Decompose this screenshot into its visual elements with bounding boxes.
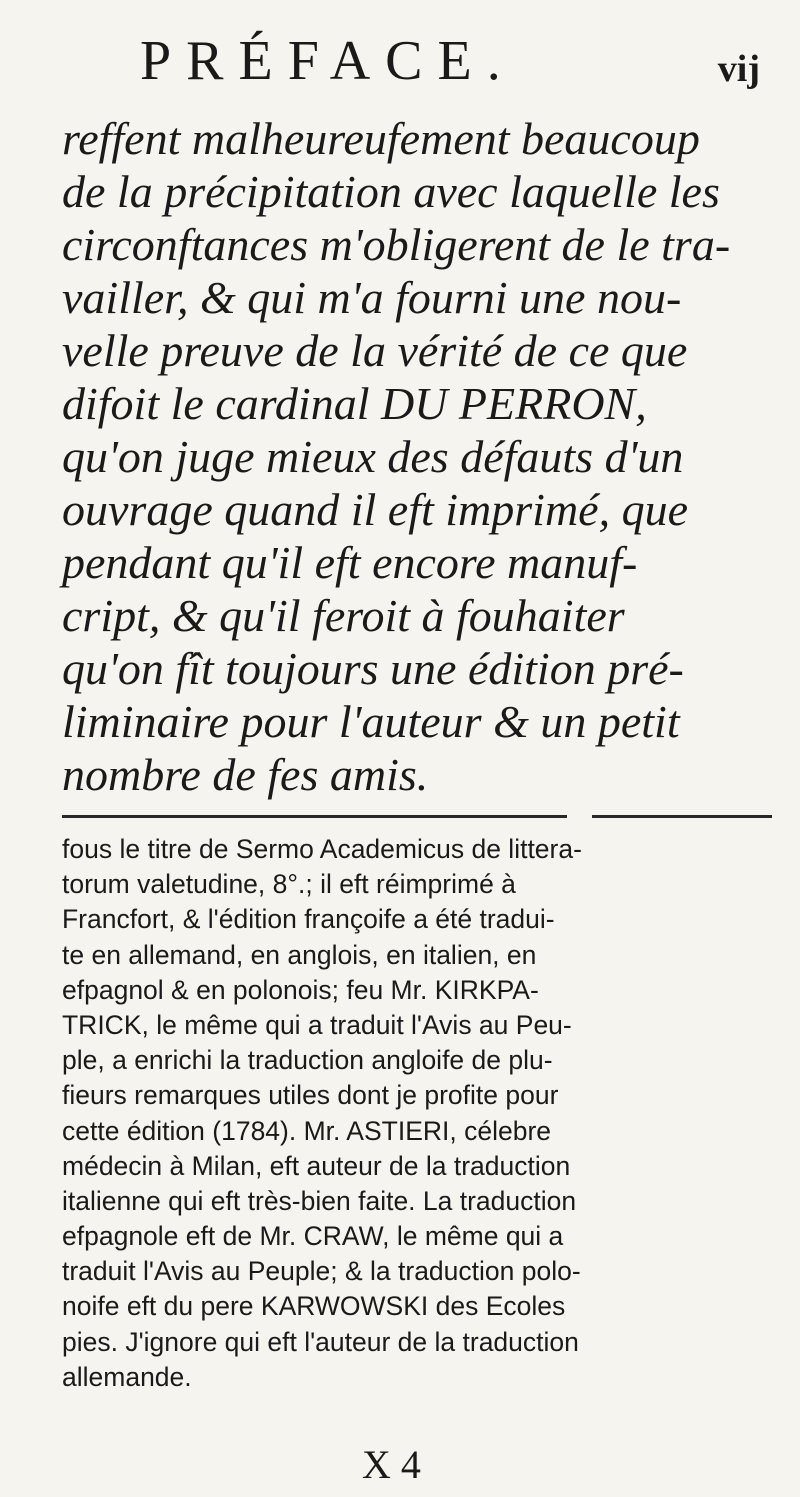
- body-line: qu'on fît toujours une édition pré-: [62, 643, 684, 694]
- body-line: liminaire pour l'auteur & un petit: [62, 696, 680, 747]
- footnote-line: fieurs remarques utiles dont je profite pour: [62, 1080, 559, 1111]
- footnote-line: médecin à Milan, eft auteur de la traduction: [62, 1150, 571, 1181]
- footnote-line: fous le titre de Sermo Academicus de littera-: [62, 834, 582, 864]
- footnote-rule-segment: [592, 815, 772, 818]
- footnote-line: torum valetudine, 8°.; il eft réimprimé à: [62, 869, 516, 900]
- footnote-line: traduit l'Avis au Peuple; & la traduction polo-: [62, 1256, 581, 1287]
- footnote-line: ple, a enrichi la traduction angloife de plu-: [62, 1045, 553, 1076]
- body-line: velle preuve de la vérité de ce que: [62, 325, 688, 376]
- body-line: nombre de fes amis.: [62, 749, 429, 800]
- body-line: vailler, & qui m'a fourni une nou-: [62, 272, 682, 323]
- page-number: vij: [717, 48, 760, 90]
- footnote-line: cette édition (1784). Mr. ASTIERI, célebre: [62, 1115, 552, 1146]
- footnote-rule: [62, 815, 772, 818]
- footnote-line: efpagnole eft de Mr. CRAW, le même qui a: [62, 1221, 564, 1252]
- signature-mark: X 4: [362, 1442, 421, 1487]
- body-line: circonftances m'obligerent de le tra-: [62, 219, 731, 270]
- body-line: qu'on juge mieux des défauts d'un: [62, 431, 684, 482]
- body-text: [62, 112, 752, 801]
- body-line: ouvrage quand il eft imprimé, que: [62, 484, 689, 535]
- footnote-line: efpagnol & en polonois; feu Mr. KIRKPA-: [62, 974, 539, 1005]
- body-line: pendant qu'il eft encore manuf-: [62, 537, 638, 588]
- footnote-line: pies. J'ignore qui eft l'auteur de la traduction: [62, 1326, 579, 1357]
- body-line: reffent malheureufement beaucoup: [62, 113, 700, 164]
- body-line: difoit le cardinal DU PERRON,: [62, 378, 647, 429]
- footnote-line: te en allemand, en anglois, en italien, en: [62, 939, 537, 970]
- body-line: cript, & qu'il feroit à fouhaiter: [62, 590, 625, 641]
- footnote-line: noife eft du pere KARWOWSKI des Ecoles: [62, 1291, 566, 1322]
- body-line: de la précipitation avec laquelle les: [62, 166, 720, 217]
- footnote-rule-segment: [62, 815, 567, 818]
- footnote-line: allemande.: [62, 1361, 192, 1392]
- footnote-line: Francfort, & l'édition françoife a été tradui-: [62, 904, 555, 935]
- running-head: [140, 26, 760, 96]
- running-title: PRÉFACE.: [140, 30, 516, 92]
- footnote-line: TRICK, le même qui a traduit l'Avis au Peu-: [62, 1009, 572, 1040]
- footnote: [62, 832, 777, 1395]
- footnote-line: italienne qui eft très-bien faite. La traduction: [62, 1185, 577, 1216]
